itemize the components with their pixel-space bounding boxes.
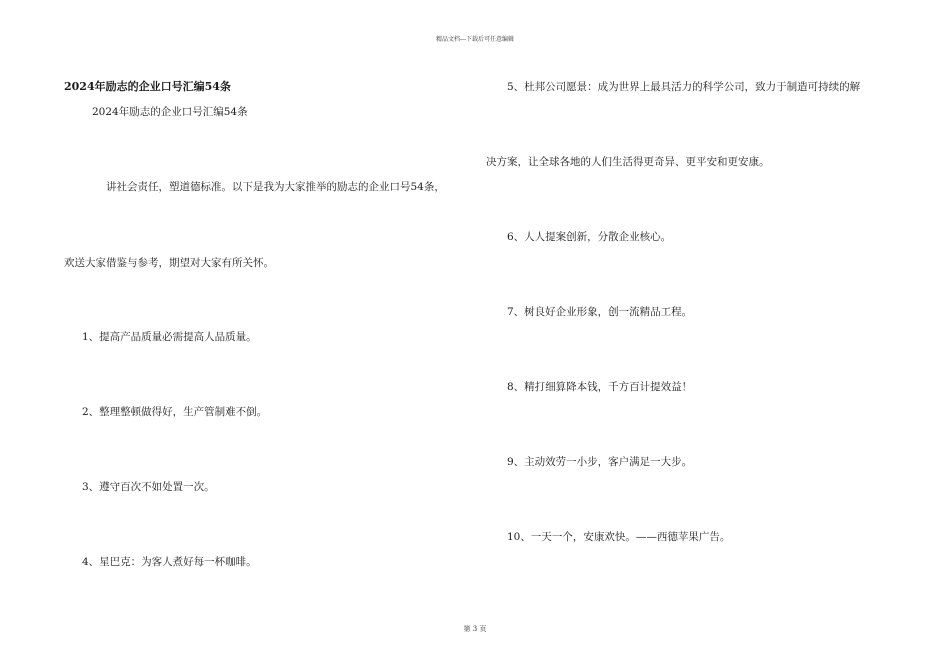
slogan-item-8: 8、精打细算降本钱，千方百计提效益！ [507,381,693,393]
slogan-item-3: 3、遵守百次不如处置一次。 [82,481,215,493]
intro-line-2: 欢送大家借鉴与参考，期望对大家有所关怀。 [64,257,274,269]
document-subtitle: 2024年励志的企业口号汇编54条 [92,106,248,118]
slogan-item-5-line-1: 5、杜邦公司愿景：成为世界上最具活力的科学公司，致力于制造可持续的解 [507,81,861,93]
slogan-item-4: 4、星巴克：为客人煮好每一杯咖啡。 [82,556,257,568]
page-header: 精品文档---下载后可任意编辑 [435,36,515,43]
intro-line-1: 讲社会责任，塑道德标准。以下是我为大家推举的励志的企业口号54条， [106,181,445,193]
page-number: 第 3 页 [463,625,487,633]
slogan-item-2: 2、整理整顿做得好，生产管制难不倒。 [82,406,268,418]
slogan-item-9: 9、主动效劳一小步，客户满足一大步。 [507,456,693,468]
slogan-item-7: 7、树良好企业形象，创一流精品工程。 [507,306,693,318]
slogan-item-5-line-2: 决方案，让全球各地的人们生活得更奇异、更平安和更安康。 [486,156,770,168]
slogan-item-1: 1、提高产品质量必需提高人品质量。 [82,331,257,343]
slogan-item-6: 6、人人提案创新，分散企业核心。 [507,231,672,243]
slogan-item-10: 10、一天一个，安康欢快。——西德苹果广告。 [507,531,731,543]
document-title: 2024年励志的企业口号汇编54条 [64,80,231,93]
